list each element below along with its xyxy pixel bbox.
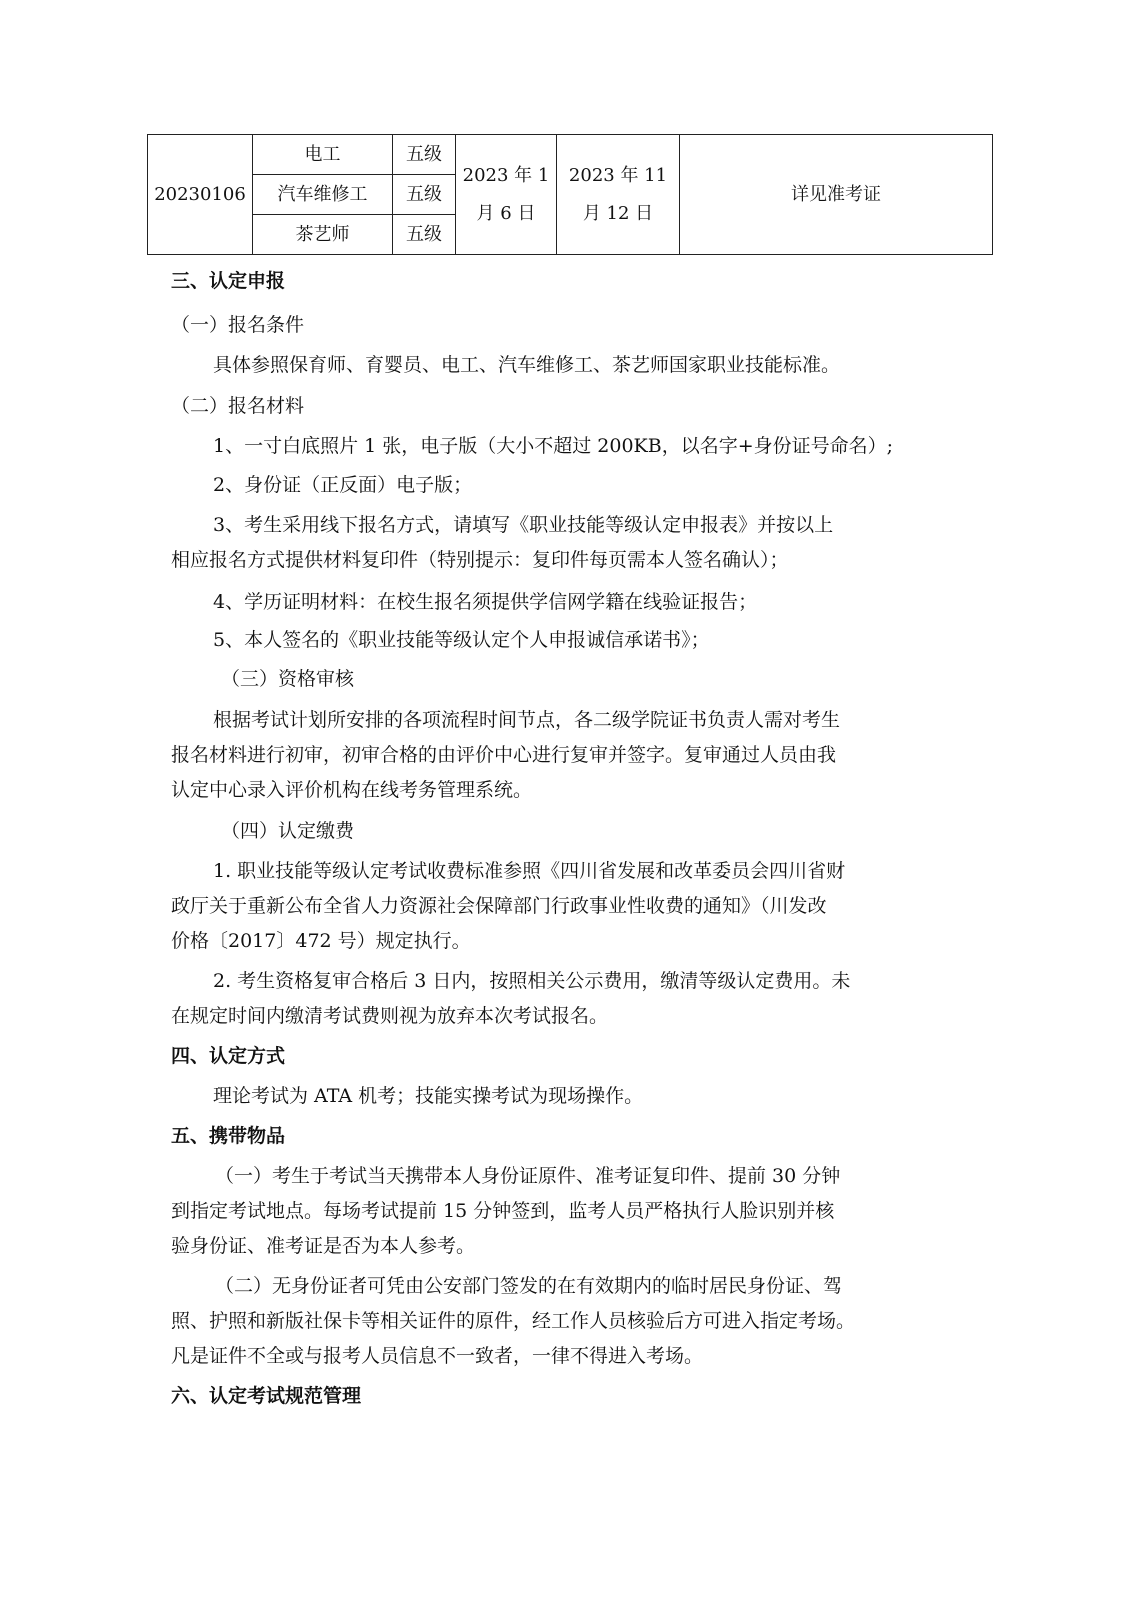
fees-1-line3: 价格〔2017〕472 号）规定执行。 [171,930,471,952]
level-cell: 五级 [393,215,456,255]
end-date-line2: 月 12 日 [582,202,654,224]
subheading-review: （三）资格审核 [221,668,355,690]
paragraph-conditions: 具体参照保育师、育婴员、电工、汽车维修工、茶艺师国家职业技能标准。 [213,354,841,376]
remark-cell: 详见准考证 [680,135,993,255]
review-line2: 报名材料进行初审，初审合格的由评价中心进行复审并签字。复审通过人员由我 [171,744,837,766]
items-1-line2: 到指定考试地点。每场考试提前 15 分钟签到，监考人员严格执行人脸识别并核 [171,1200,835,1222]
items-2-line2: 照、护照和新版社保卡等相关证件的原件，经工作人员核验后方可进入指定考场。 [171,1310,856,1332]
review-line1: 根据考试计划所安排的各项流程时间节点，各二级学院证书负责人需对考生 [213,709,841,731]
section-heading-items: 五、携带物品 [171,1125,286,1147]
fees-2-line2: 在规定时间内缴清考试费则视为放弃本次考试报名。 [171,1005,609,1027]
review-line3: 认定中心录入评价机构在线考务管理系统。 [171,779,533,801]
materials-item-5: 5、本人签名的《职业技能等级认定个人申报诚信承诺书》； [213,629,710,651]
materials-item-1: 1、一寸白底照片 1 张，电子版（大小不超过 200KB，以名字+身份证号命名）; [213,435,894,457]
end-date-line1: 2023 年 11 [568,164,668,186]
fees-1-line2: 政厅关于重新公布全省人力资源社会保障部门行政事业性收费的通知》（川发改 [171,895,827,917]
items-1-line1: （一）考生于考试当天携带本人身份证原件、准考证复印件、提前 30 分钟 [215,1165,841,1187]
materials-item-3-line2: 相应报名方式提供材料复印件（特别提示：复印件每页需本人签名确认）； [171,549,789,571]
occupation-cell: 电工 [253,135,393,175]
section-heading-method: 四、认定方式 [171,1045,286,1067]
materials-item-4: 4、学历证明材料：在校生报名须提供学信网学籍在线验证报告； [213,591,758,613]
subheading-conditions: （一）报名条件 [171,314,305,336]
paragraph-method: 理论考试为 ATA 机考；技能实操考试为现场操作。 [213,1085,644,1107]
materials-item-3-line1: 3、考生采用线下报名方式，请填写《职业技能等级认定申报表》并按以上 [213,514,834,536]
subheading-materials: （二）报名材料 [171,395,305,417]
subheading-fees: （四）认定缴费 [221,820,355,842]
table-row [148,135,993,175]
section-heading-application: 三、认定申报 [171,270,286,292]
items-1-line3: 验身份证、准考证是否为本人参考。 [171,1235,476,1257]
start-date-cell [456,135,557,255]
items-2-line3: 凡是证件不全或与报考人员信息不一致者，一律不得进入考场。 [171,1345,704,1367]
start-date-line2: 月 6 日 [476,202,536,224]
level-cell: 五级 [393,135,456,175]
section-heading-management: 六、认定考试规范管理 [171,1385,362,1407]
level-cell: 五级 [393,175,456,215]
end-date-cell [557,135,680,255]
exam-schedule-table [147,134,993,255]
fees-2-line1: 2. 考生资格复审合格后 3 日内，按照相关公示费用，缴清等级认定费用。未 [213,970,851,992]
materials-item-2: 2、身份证（正反面）电子版； [213,474,473,496]
start-date-line1: 2023 年 1 [462,164,550,186]
occupation-cell: 汽车维修工 [253,175,393,215]
items-2-line1: （二）无身份证者可凭由公安部门签发的在有效期内的临时居民身份证、驾 [215,1275,843,1297]
fees-1-line1: 1. 职业技能等级认定考试收费标准参照《四川省发展和改革委员会四川省财 [213,860,846,882]
batch-code-cell: 20230106 [148,135,253,255]
occupation-cell: 茶艺师 [253,215,393,255]
